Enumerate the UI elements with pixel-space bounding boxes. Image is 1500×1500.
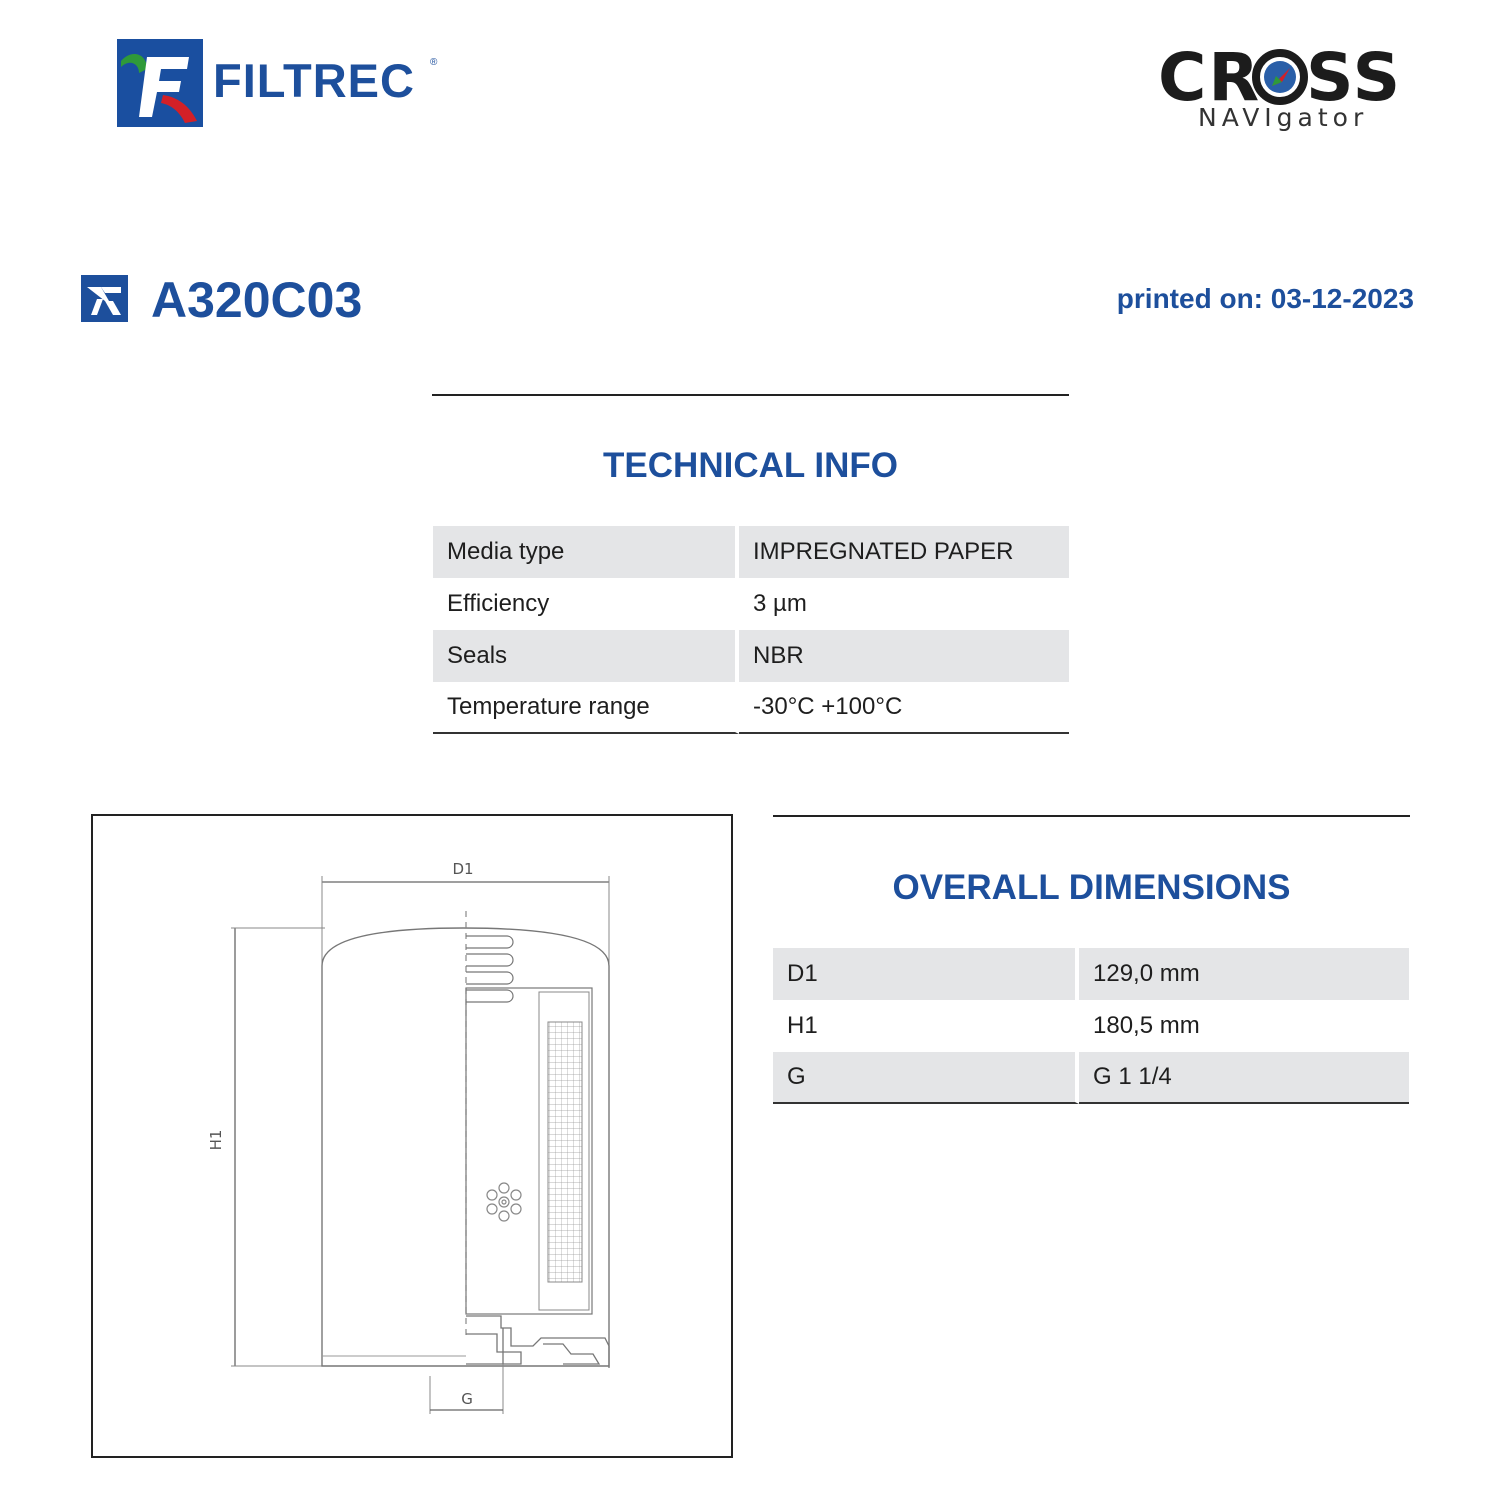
spec-label: Temperature range [433,682,739,734]
dimension-label: G [773,1052,1079,1104]
table-row [433,682,1069,734]
section-divider [773,815,1410,817]
filter-media-mesh [548,1022,582,1282]
spec-label: Media type [433,526,739,578]
table-row [773,1052,1409,1104]
table-row [773,1000,1409,1052]
filtrec-wordmark: FILTREC [213,54,415,107]
technical-drawing [91,814,733,1458]
d1-label: D1 [452,860,474,878]
filtrec-logo [117,39,437,127]
dimension-value: G 1 1/4 [1079,1052,1409,1104]
dimension-value: 180,5 mm [1093,1012,1200,1039]
technical-info-heading: TECHNICAL INFO [603,446,898,485]
dimension-label: H1 [773,1000,1079,1052]
filter-drawing-graphic [93,816,731,1456]
dimension-label: D1 [773,948,1079,1000]
h1-label: H1 [207,1129,225,1151]
overall-dimensions-heading: OVERALL DIMENSIONS [892,868,1291,907]
technical-info-table [433,526,1069,734]
navigator-logo-letters: NAVIgator [1198,103,1369,132]
spec-value: IMPREGNATED PAPER [739,526,1069,578]
printed-on-date: printed on: 03-12-2023 [1116,283,1414,314]
filtrec-logo-icon [117,39,203,127]
product-code-icon [81,275,128,322]
table-row [433,526,1069,578]
registered-mark: ® [430,57,438,68]
spec-value: -30°C +100°C [739,682,1069,734]
table-row [773,948,1409,1000]
table-row [433,578,1069,630]
cross-logo-letters: SS [1306,39,1403,116]
section-divider [432,394,1069,396]
spec-label: Efficiency [433,578,739,630]
overall-dimensions-table [773,948,1409,1104]
cross-logo-letters: CR [1158,39,1262,116]
dimension-value: 129,0 mm [1079,948,1409,1000]
cross-navigator-logo [1158,39,1403,135]
spec-value: 3 µm [753,590,807,617]
spec-value: NBR [739,630,1069,682]
compass-icon [1256,53,1304,101]
product-code-title: A320C03 [151,272,363,328]
cross-navigator-logo-graphic [1158,39,1403,135]
g-label: G [461,1390,473,1408]
table-row [433,630,1069,682]
spec-label: Seals [433,630,739,682]
